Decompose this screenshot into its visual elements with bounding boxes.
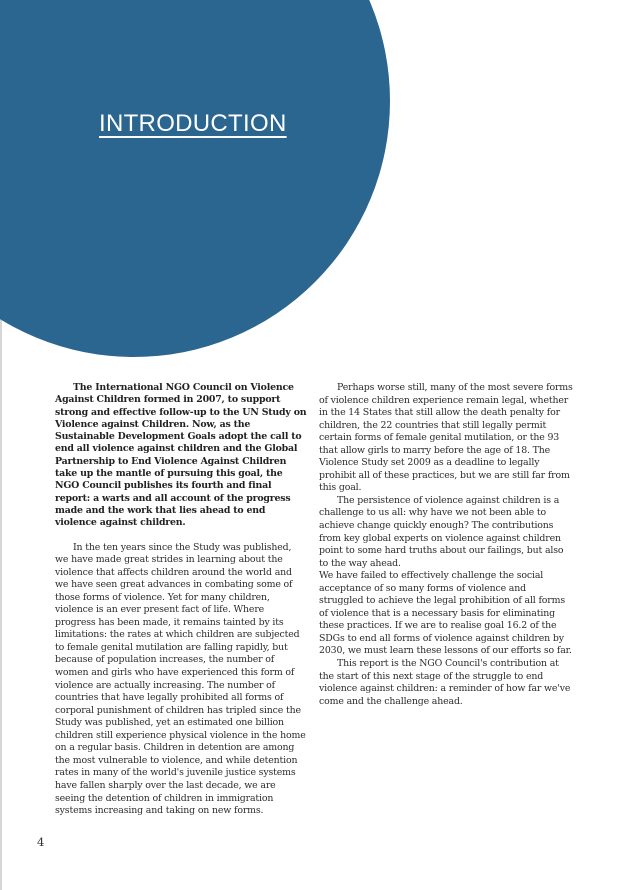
body-paragraph: In the ten years since the Study was published, we have made great strides in learning about the violence that affects children around the world and we have seen great advances in combating some of those forms of violence. Yet for many children, violence is an ever present fact of life. Where progress has been made, it remains tainted by its limitations: the rates at which children are subjected to female genital mutilation are falling rapidly, but because of population increases, the number of women and girls who have experienced this form of violence are actually increasing. The number of countries that have legally prohibited all forms of corporal punishment of children has tripled since the Study was published, yet an estimated one billion children still experience physical violence in the home on a regular basis. Children in detention are among the most vulnerable to violence, and while detention rates in many of the world's juvenile justice systems have fallen sharply over the last decade, we are seeing the detention of children in immigration systems increasing and taking on new forms. (55, 541, 306, 817)
body-paragraph: We have failed to effectively challenge the social acceptance of so many forms of violence and struggled to achieve the legal prohibition of all forms of violence that is a necessary basis for eliminating these practices. If we are to realise goal 16.2 of the SDGs to end all forms of violence against children by 2030, we must learn these lessons of our efforts so far. (319, 570, 572, 657)
lead-paragraph: The International NGO Council on Violence Against Children formed in 2007, to support strong and effective follow-up to the UN Study on Violence against Children. Now, as the Sustainable Development Goals adopt the call to end all violence against children and the Global Partnership to End Violence Against Children take up the mantle of pursuing this goal, the NGO Council publishes its fourth and final report: a warts and all account of the progress made and the work that lies ahead to end violence against children. (55, 382, 307, 529)
body-paragraph: Perhaps worse still, many of the most severe forms of violence children experience remain legal, whether in the 14 States that still allow the death penalty for children, the 22 countries that still legally permit certain forms of female genital mutilation, or the 93 that allow girls to marry before the age of 18. The Violence Study set 2009 as a deadline to legally prohibit all of these practices, but we are still far from this goal. (319, 382, 573, 494)
page-number: 4 (37, 835, 45, 849)
right-column (319, 382, 573, 708)
left-column (55, 382, 307, 818)
body-paragraph: The persistence of violence against children is a challenge to us all: why have we not been able to achieve change quickly enough? The contributions from key global experts on violence against children point to some hard truths about our failings, but also to the way ahead. (319, 494, 564, 569)
page-title: INTRODUCTION (99, 110, 287, 137)
body-paragraph: This report is the NGO Council's contribution at the start of this next stage of the struggle to end violence against children: a reminder of how far we've come and the challenge ahead. (319, 658, 571, 707)
decorative-circle (0, 0, 390, 357)
